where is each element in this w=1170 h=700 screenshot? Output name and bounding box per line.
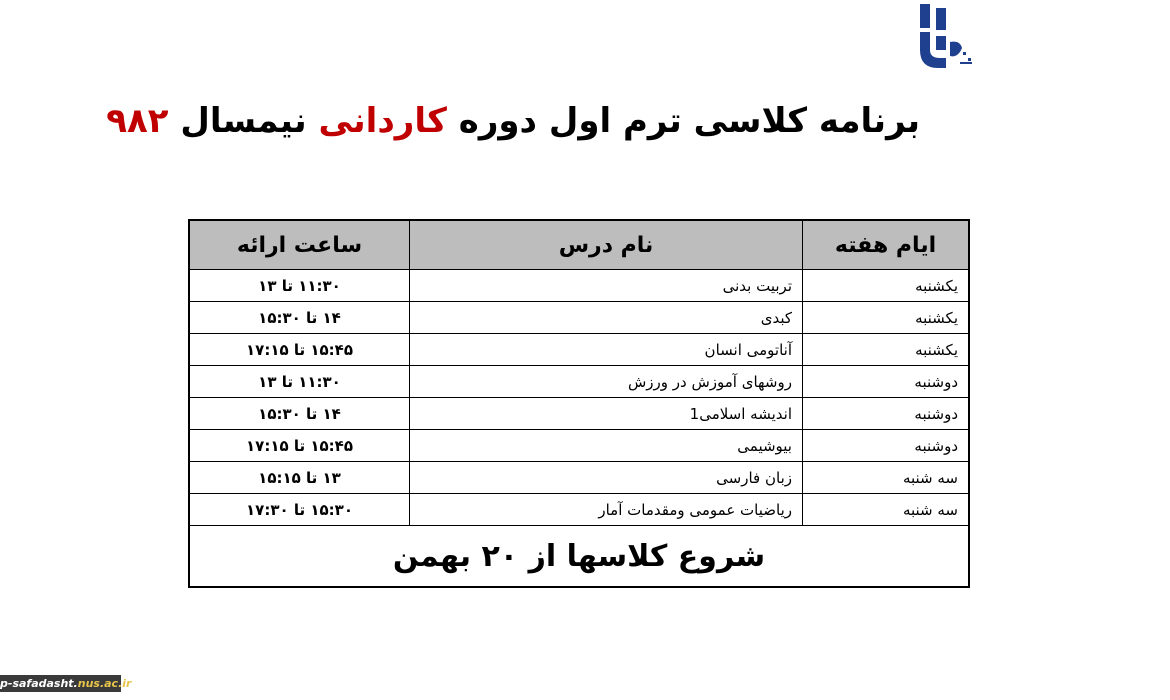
- course-cell: زبان فارسی: [410, 462, 803, 494]
- course-cell: کبدی: [410, 302, 803, 334]
- course-cell: بیوشیمی: [410, 430, 803, 462]
- title-term: ۹۸۲: [106, 101, 169, 141]
- title-part1: برنامه کلاسی ترم اول دوره: [458, 101, 920, 141]
- page-title: [106, 96, 920, 146]
- time-cell: ۱۵:۴۵ تا ۱۷:۱۵: [189, 430, 410, 462]
- day-cell: دوشنبه: [803, 366, 970, 398]
- table-row: [189, 494, 969, 526]
- time-cell: ۱۳ تا ۱۵:۱۵: [189, 462, 410, 494]
- table-row: [189, 334, 969, 366]
- classes-start-notice: شروع کلاسها از ۲۰ بهمن: [189, 526, 969, 588]
- day-cell: دوشنبه: [803, 430, 970, 462]
- university-logo-icon: [914, 2, 978, 76]
- title-part2: نیمسال: [180, 101, 307, 141]
- table-row: [189, 366, 969, 398]
- day-cell: دوشنبه: [803, 398, 970, 430]
- course-cell: ریاضیات عمومی ومقدمات آمار: [410, 494, 803, 526]
- title-highlight: کاردانی: [318, 101, 447, 141]
- table-row: [189, 270, 969, 302]
- table-header-row: [189, 220, 969, 270]
- time-cell: ۱۴ تا ۱۵:۳۰: [189, 302, 410, 334]
- class-schedule-table: [188, 219, 970, 588]
- table-footer-row: [189, 526, 969, 588]
- table-row: [189, 398, 969, 430]
- time-cell: ۱۱:۳۰ تا ۱۳: [189, 270, 410, 302]
- day-cell: یکشنبه: [803, 302, 970, 334]
- watermark-prefix: p-safadasht.: [0, 677, 78, 690]
- day-cell: یکشنبه: [803, 334, 970, 366]
- course-cell: تربیت بدنی: [410, 270, 803, 302]
- table-row: [189, 302, 969, 334]
- watermark-suffix: nus.ac.ir: [77, 677, 132, 690]
- time-cell: ۱۱:۳۰ تا ۱۳: [189, 366, 410, 398]
- day-cell: سه شنبه: [803, 494, 970, 526]
- time-cell: ۱۵:۳۰ تا ۱۷:۳۰: [189, 494, 410, 526]
- course-cell: آناتومی انسان: [410, 334, 803, 366]
- table-row: [189, 430, 969, 462]
- day-cell: یکشنبه: [803, 270, 970, 302]
- header-day: ایام هفته: [803, 220, 970, 270]
- time-cell: ۱۴ تا ۱۵:۳۰: [189, 398, 410, 430]
- day-cell: سه شنبه: [803, 462, 970, 494]
- course-cell: اندیشه اسلامی1: [410, 398, 803, 430]
- header-time: ساعت ارائه: [189, 220, 410, 270]
- site-watermark: [0, 675, 132, 692]
- header-course: نام درس: [410, 220, 803, 270]
- course-cell: روشهای آموزش در ورزش: [410, 366, 803, 398]
- time-cell: ۱۵:۴۵ تا ۱۷:۱۵: [189, 334, 410, 366]
- table-row: [189, 462, 969, 494]
